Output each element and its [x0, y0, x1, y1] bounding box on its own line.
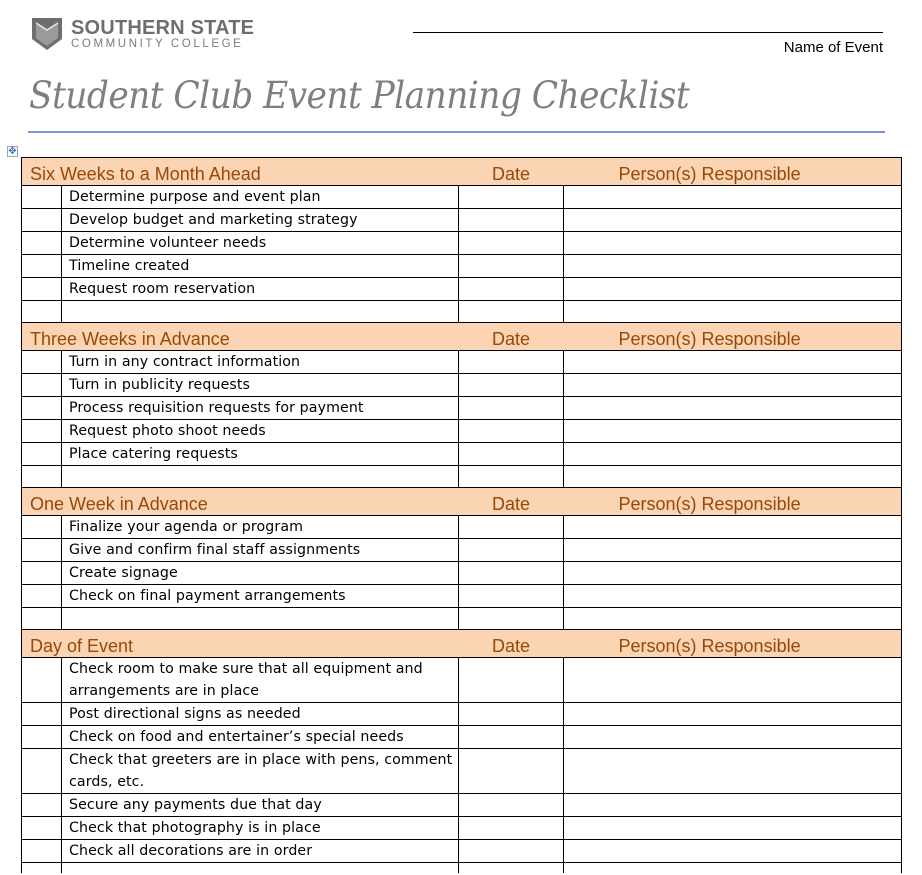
- person-cell[interactable]: [564, 658, 902, 703]
- page-title: Student Club Event Planning Checklist: [29, 74, 690, 117]
- checkbox-cell[interactable]: [22, 420, 62, 443]
- date-column-header: Date: [491, 164, 531, 184]
- task-cell[interactable]: [62, 466, 459, 488]
- date-cell[interactable]: [459, 278, 564, 301]
- task-cell[interactable]: Determine purpose and event plan: [62, 186, 459, 209]
- person-cell[interactable]: [564, 232, 902, 255]
- task-cell[interactable]: Secure any payments due that day: [62, 794, 459, 817]
- checklist-row: [22, 443, 902, 466]
- section-title: Three Weeks in Advance: [30, 329, 230, 349]
- date-cell[interactable]: [459, 585, 564, 608]
- checkbox-cell[interactable]: [22, 466, 62, 488]
- date-cell[interactable]: [459, 539, 564, 562]
- checklist-row: [22, 397, 902, 420]
- checkbox-cell[interactable]: [22, 443, 62, 466]
- checklist-row: [22, 585, 902, 608]
- task-cell[interactable]: Place catering requests: [62, 443, 459, 466]
- checklist-row: [22, 562, 902, 585]
- title-divider: [28, 131, 885, 133]
- checklist-row: [22, 374, 902, 397]
- checklist-row: [22, 209, 902, 232]
- checklist-row: [22, 232, 902, 255]
- checkbox-cell[interactable]: [22, 301, 62, 323]
- task-cell[interactable]: Request photo shoot needs: [62, 420, 459, 443]
- section-title-cell: [22, 158, 459, 186]
- checkbox-cell[interactable]: [22, 608, 62, 630]
- person-column-header: Person(s) Responsible: [618, 494, 801, 514]
- task-cell[interactable]: Check room to make sure that all equipment and arrangements are in place: [62, 658, 459, 703]
- date-cell[interactable]: [459, 749, 564, 794]
- date-cell[interactable]: [459, 726, 564, 749]
- section-header: [22, 323, 902, 351]
- checklist-row: [22, 726, 902, 749]
- checkbox-cell[interactable]: [22, 794, 62, 817]
- task-cell[interactable]: [62, 301, 459, 323]
- checklist-row: [22, 703, 902, 726]
- shield-icon: [31, 17, 63, 51]
- section-header: [22, 158, 902, 186]
- date-column-header: Date: [491, 329, 531, 349]
- checklist-row: [22, 817, 902, 840]
- checkbox-cell[interactable]: [22, 255, 62, 278]
- person-cell[interactable]: [564, 443, 902, 466]
- person-cell[interactable]: [564, 351, 902, 374]
- task-cell[interactable]: Create signage: [62, 562, 459, 585]
- date-header-cell: [459, 158, 564, 186]
- checkbox-cell[interactable]: [22, 562, 62, 585]
- task-cell[interactable]: Finalize your agenda or program: [62, 516, 459, 539]
- person-cell[interactable]: [564, 608, 902, 630]
- section-header: [22, 488, 902, 516]
- date-cell[interactable]: [459, 209, 564, 232]
- person-cell[interactable]: [564, 516, 902, 539]
- person-cell[interactable]: [564, 374, 902, 397]
- checklist-row: [22, 466, 902, 488]
- date-cell[interactable]: [459, 863, 564, 874]
- task-cell[interactable]: Request room reservation: [62, 278, 459, 301]
- checkbox-cell[interactable]: [22, 374, 62, 397]
- task-cell[interactable]: Check that greeters are in place with pens, comment cards, etc.: [62, 749, 459, 794]
- task-cell[interactable]: [62, 863, 459, 874]
- checkbox-cell[interactable]: [22, 516, 62, 539]
- date-cell[interactable]: [459, 351, 564, 374]
- checkbox-cell[interactable]: [22, 351, 62, 374]
- date-cell[interactable]: [459, 516, 564, 539]
- checklist-row: [22, 301, 902, 323]
- date-cell[interactable]: [459, 420, 564, 443]
- person-cell[interactable]: [564, 863, 902, 874]
- section-title: Six Weeks to a Month Ahead: [30, 164, 261, 184]
- person-cell[interactable]: [564, 186, 902, 209]
- task-cell[interactable]: Timeline created: [62, 255, 459, 278]
- section-title-cell: [22, 630, 459, 658]
- checklist-row: [22, 539, 902, 562]
- date-cell[interactable]: [459, 466, 564, 488]
- person-header-cell: [564, 630, 902, 658]
- person-column-header: Person(s) Responsible: [618, 164, 801, 184]
- checkbox-cell[interactable]: [22, 726, 62, 749]
- date-header-cell: [459, 323, 564, 351]
- checklist-row: [22, 351, 902, 374]
- person-cell[interactable]: [564, 278, 902, 301]
- checklist-row: [22, 608, 902, 630]
- event-name-label: Name of Event: [783, 39, 883, 56]
- task-cell[interactable]: Develop budget and marketing strategy: [62, 209, 459, 232]
- date-header-cell: [459, 630, 564, 658]
- section-title: Day of Event: [30, 636, 134, 656]
- date-cell[interactable]: [459, 374, 564, 397]
- checkbox-cell[interactable]: [22, 863, 62, 874]
- checklist-table: [21, 157, 902, 873]
- date-cell[interactable]: [459, 562, 564, 585]
- person-cell[interactable]: [564, 703, 902, 726]
- date-cell[interactable]: [459, 186, 564, 209]
- task-cell[interactable]: Process requisition requests for payment: [62, 397, 459, 420]
- task-cell[interactable]: Post directional signs as needed: [62, 703, 459, 726]
- person-cell[interactable]: [564, 301, 902, 323]
- checklist-row: [22, 255, 902, 278]
- date-cell[interactable]: [459, 443, 564, 466]
- checklist-row: [22, 278, 902, 301]
- person-cell[interactable]: [564, 840, 902, 863]
- checkbox-cell[interactable]: [22, 658, 62, 703]
- person-cell[interactable]: [564, 255, 902, 278]
- checkbox-cell[interactable]: [22, 186, 62, 209]
- checklist-row: [22, 749, 902, 794]
- date-cell[interactable]: [459, 301, 564, 323]
- checklist-row: [22, 794, 902, 817]
- checkbox-cell[interactable]: [22, 840, 62, 863]
- person-column-header: Person(s) Responsible: [618, 636, 801, 656]
- date-cell[interactable]: [459, 608, 564, 630]
- logo-subtitle: COMMUNITY COLLEGE: [71, 37, 244, 50]
- person-header-cell: [564, 158, 902, 186]
- logo-name: SOUTHERN STATE: [71, 16, 255, 39]
- date-cell[interactable]: [459, 232, 564, 255]
- checklist-row: [22, 186, 902, 209]
- checkbox-cell[interactable]: [22, 397, 62, 420]
- checklist-row: [22, 658, 902, 703]
- person-cell[interactable]: [564, 749, 902, 794]
- person-cell[interactable]: [564, 420, 902, 443]
- task-cell[interactable]: Check on food and entertainer’s special needs: [62, 726, 459, 749]
- task-cell[interactable]: Check that photography is in place: [62, 817, 459, 840]
- checklist-row: [22, 516, 902, 539]
- section-title-cell: [22, 323, 459, 351]
- person-cell[interactable]: [564, 726, 902, 749]
- person-cell[interactable]: [564, 585, 902, 608]
- task-cell[interactable]: Turn in publicity requests: [62, 374, 459, 397]
- checklist-row: [22, 420, 902, 443]
- section-title: One Week in Advance: [30, 494, 208, 514]
- person-cell[interactable]: [564, 817, 902, 840]
- task-cell[interactable]: Turn in any contract information: [62, 351, 459, 374]
- task-cell[interactable]: Check all decorations are in order: [62, 840, 459, 863]
- section-header: [22, 630, 902, 658]
- checkbox-cell[interactable]: [22, 232, 62, 255]
- task-cell[interactable]: Determine volunteer needs: [62, 232, 459, 255]
- date-cell[interactable]: [459, 840, 564, 863]
- date-header-cell: [459, 488, 564, 516]
- person-cell[interactable]: [564, 209, 902, 232]
- task-cell[interactable]: [62, 608, 459, 630]
- person-cell[interactable]: [564, 397, 902, 420]
- date-cell[interactable]: [459, 817, 564, 840]
- person-header-cell: [564, 323, 902, 351]
- task-cell[interactable]: Check on final payment arrangements: [62, 585, 459, 608]
- person-header-cell: [564, 488, 902, 516]
- person-cell[interactable]: [564, 562, 902, 585]
- checkbox-cell[interactable]: [22, 749, 62, 794]
- task-cell[interactable]: Give and confirm final staff assignments: [62, 539, 459, 562]
- checkbox-cell[interactable]: [22, 703, 62, 726]
- checkbox-cell[interactable]: [22, 817, 62, 840]
- date-cell[interactable]: [459, 794, 564, 817]
- move-icon[interactable]: ✥: [8, 146, 17, 157]
- date-cell[interactable]: [459, 397, 564, 420]
- checkbox-cell[interactable]: [22, 209, 62, 232]
- college-logo: [31, 16, 254, 52]
- section-title-cell: [22, 488, 459, 516]
- person-cell[interactable]: [564, 794, 902, 817]
- person-column-header: Person(s) Responsible: [618, 329, 801, 349]
- checkbox-cell[interactable]: [22, 278, 62, 301]
- date-cell[interactable]: [459, 255, 564, 278]
- person-cell[interactable]: [564, 466, 902, 488]
- checkbox-cell[interactable]: [22, 585, 62, 608]
- checklist-row: [22, 863, 902, 874]
- date-column-header: Date: [491, 636, 531, 656]
- event-name-field[interactable]: [413, 32, 883, 33]
- date-column-header: Date: [491, 494, 531, 514]
- checkbox-cell[interactable]: [22, 539, 62, 562]
- date-cell[interactable]: [459, 658, 564, 703]
- date-cell[interactable]: [459, 703, 564, 726]
- person-cell[interactable]: [564, 539, 902, 562]
- checklist-row: [22, 840, 902, 863]
